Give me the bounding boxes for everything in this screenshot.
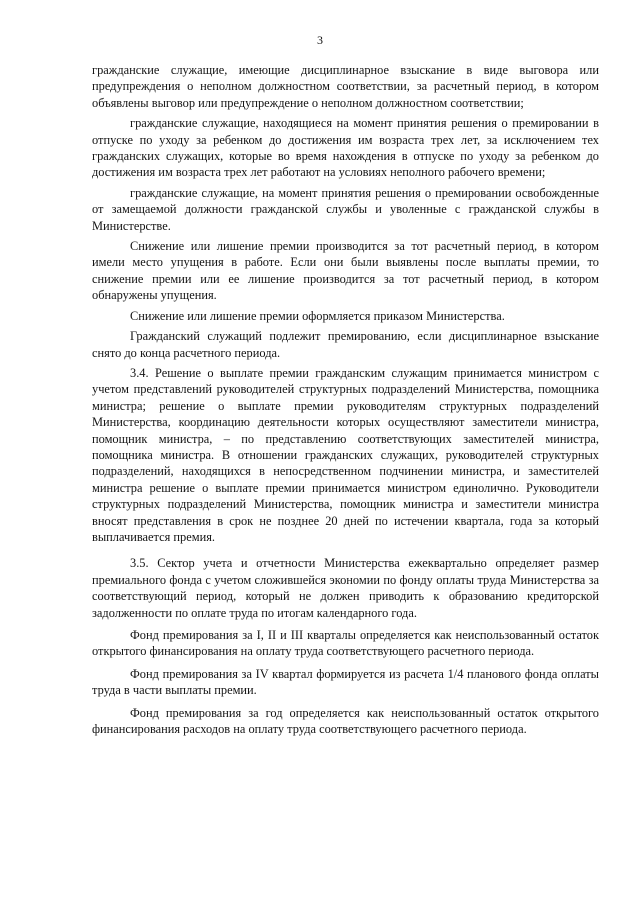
paragraph: Фонд премирования за I, II и III кварталы определяется как неиспользованный остаток открытого финансирования на оплату труда соответствующего расчетного периода. [92,628,599,659]
page-number: 3 [317,33,323,47]
paragraph: Фонд премирования за IV квартал формируется из расчета 1/4 планового фонда оплаты труда в части выплаты премии. [92,666,599,698]
paragraph: гражданские служащие, имеющие дисциплинарное взыскание в виде выговора или предупреждения о неполном должностном соответствии, за расчетный период, в котором объявлены выговор или предупреждение о неполном должностном соответствии; [92,63,599,110]
paragraph: 3.4. Решение о выплате премии гражданским служащим принимается министром с учетом представлений руководителей структурных подразделений Министерства, помощника министра; решение о выплате премии руководителям структурных подразделений Министерства, координацию деятельности которых осуществляют заместители министра, помощник министра, – по представлению соответствующих заместителей министра, помощника министра. В отношении гражданских служащих, руководителей структурных подразделений, находящихся в непосредственном подчинении министра, и заместителей министра решение о выплате премии принимается министром единолично. Руководители структурных подразделений Министерства, помощник министра и заместители министра вносят представления в срок не позднее 20 дней по истечении квартала, года за который выплачивается премия. [92,365,599,544]
paragraph: гражданские служащие, находящиеся на момент принятия решения о премировании в отпуске по уходу за ребенком до достижения им возраста трех лет, за исключением тех гражданских служащих, которые во время нахождения в отпуске по уходу за ребенком до достижения им возраста трех лет работают на условиях неполного рабочего времени; [92,116,599,180]
paragraph: 3.5. Сектор учета и отчетности Министерства ежеквартально определяет размер премиального фонда с учетом сложившейся экономии по фонду оплаты труда Министерства за соответствующий период, который не должен приводить к образованию кредиторской задолженности по оплате труда по итогам календарного года. [92,556,599,620]
paragraph: гражданские служащие, на момент принятия решения о премировании освобожденные от замещаемой должности гражданской службы и уволенные с гражданской службы в Министерстве. [92,185,599,233]
paragraph: Снижение или лишение премии оформляется приказом Министерства. [130,308,505,323]
paragraph: Фонд премирования за год определяется как неиспользованный остаток открытого финансирования расходов на оплату труда соответствующего расчетного периода. [92,705,599,737]
document-body [92,62,599,737]
paragraph: Снижение или лишение премии производится за тот расчетный период, в котором имели место упущения в работе. Если они были выявлены после выплаты премии, то снижение премии или ее лишение производится за тот расчетный период, в котором обнаружены упущения. [92,239,599,303]
paragraph: Гражданский служащий подлежит премированию, если дисциплинарное взыскание снято до конца расчетного периода. [92,329,599,360]
